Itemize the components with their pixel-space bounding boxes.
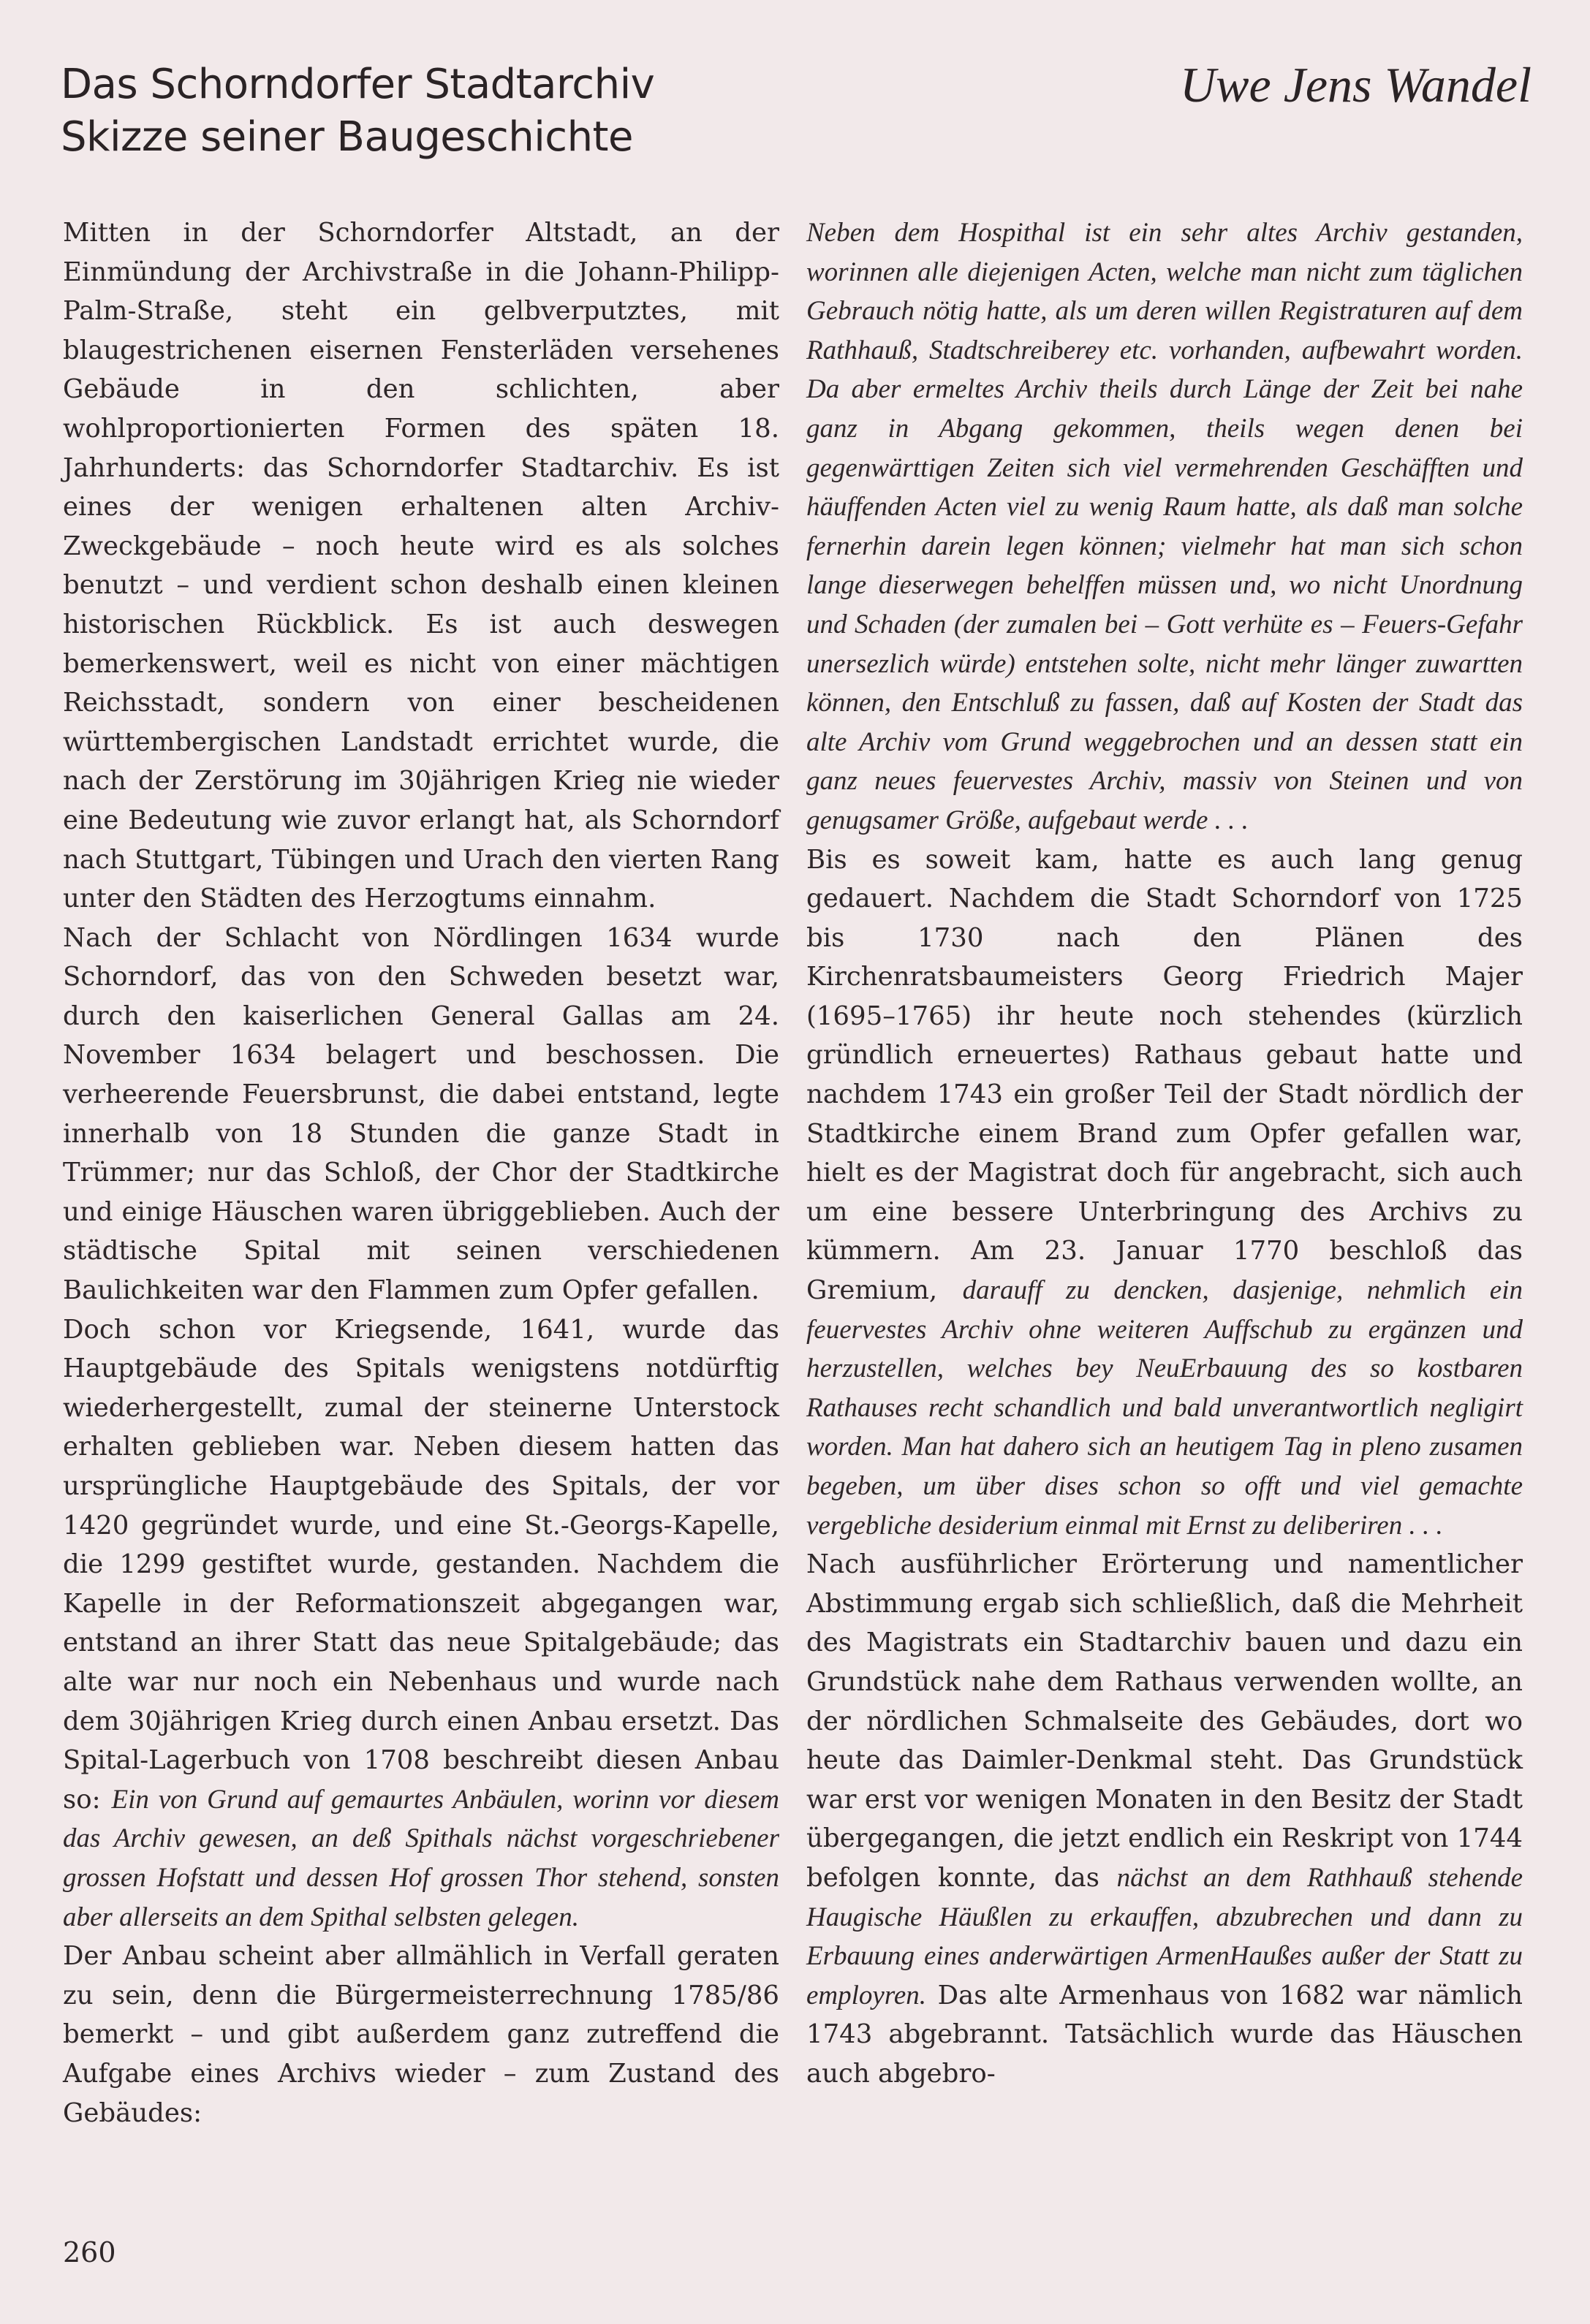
title-line-1: Das Schorndorfer Stadtarchiv — [61, 61, 655, 108]
paragraph — [63, 1310, 779, 1937]
quotation: nächst an dem Rathhauß stehende Haugische Häußlen zu erkauffen, abzubrechen und dann zu Erbauung eines anderwärtigen ArmenHaußes außer der Statt zu employren. — [806, 1862, 1523, 2010]
paragraph: Nach der Schlacht von Nördlingen 1634 wurde Schorndorf, das von den Schweden besetzt war, durch den kaiserlichen General Gallas am 24. November 1634 belagert und beschossen. Die verheerende Feuersbrunst, die dabei entstand, legte innerhalb von 18 Stunden die ganze Stadt in Trümmer; nur das Schloß, der Chor der Stadtkirche und einige Häuschen waren übriggeblieben. Auch der städtische Spital mit seinen verschiedenen Baulichkeiten war den Flammen zum Opfer gefallen. — [63, 922, 779, 1306]
left-column — [63, 213, 779, 2133]
paragraph-text: Das alte Armenhaus von 1682 war nämlich 1743 abgebrannt. Tatsächlich wurde das Häuschen auch abgebro- — [806, 1980, 1523, 2089]
quotation: Ein von Grund auf gemaurtes Anbäulen, worinn vor diesem das Archiv gewesen, an deß Spithals nächst vorgeschriebener grossen Hofstatt und dessen Hof grossen Thor stehend, sonsten aber allerseits an dem Spithal selbsten gelegen. — [63, 1784, 780, 1932]
right-column — [806, 213, 1523, 2094]
paragraph — [806, 840, 1523, 1546]
paragraph-text: Doch schon vor Kriegsende, 1641, wurde das Hauptgebäude des Spitals wenigstens notdürftig wiederhergestellt, zumal der steinerne Unterstock erhalten geblieben war. Neben diesem hatten das ursprüngliche Hauptgebäude des Spitals, der vor 1420 gegründet wurde, und eine St.-Georgs-Kapelle, die 1299 gestiftet wurde, gestanden. Nachdem die Kapelle in der Reformationszeit abgegangen war, entstand an ihrer Statt das neue Spitalgebäude; das alte war nur noch ein Nebenhaus und wurde nach dem 30jährigen Krieg durch einen Anbau ersetzt. Das Spital-Lagerbuch von 1708 beschreibt diesen Anbau so: — [63, 1314, 779, 1815]
page-number: 260 — [63, 2236, 116, 2268]
paragraph: Mitten in der Schorndorfer Altstadt, an der Einmündung der Archivstraße in die Johann-Philipp-Palm-Straße, steht ein gelbverputztes, mit blaugestrichenen eisernen Fensterläden versehenes Gebäude in den schlichten, aber wohlproportionierten Formen des späten 18. Jahrhunderts: das Schorndorfer Stadtarchiv. Es ist eines der wenigen erhaltenen alten Archiv-Zweckgebäude – noch heute wird es als solches benutzt – und verdient schon deshalb einen kleinen historischen Rückblick. Es ist auch deswegen bemerkenswert, weil es nicht von einer mächtigen Reichsstadt, sondern von einer bescheidenen württembergischen Landstadt errichtet wurde, die nach der Zerstörung im 30jährigen Krieg nie wieder eine Bedeutung wie zuvor erlangt hat, als Schorndorf nach Stuttgart, Tübingen und Urach den vierten Rang unter den Städten des Herzogtums einnahm. — [63, 218, 779, 914]
paragraph — [806, 1545, 1523, 2093]
author-name: Uwe Jens Wandel — [1180, 57, 1532, 113]
quotation: darauff zu dencken, dasjenige, nehmlich ein feuervestes Archiv ohne weiteren Auffschub zu ergänzen und herzustellen, welches bey NeuErbauung des so kostbaren Rathauses recht schandlich und bald unverantwortlich negligirt worden. Man hat dahero sich an heutigem Tag in pleno zusamen begeben, um über dises schon so offt und viel gemachte vergebliche desiderium einmal mit Ernst zu deliberiren . . . — [806, 1275, 1523, 1541]
quotation-paragraph — [806, 213, 1523, 840]
paragraph-text: Bis es soweit kam, hatte es auch lang genug gedauert. Nachdem die Stadt Schorndorf von 1725 bis 1730 nach den Plänen des Kirchenratsbaumeisters Georg Friedrich Majer (1695–1765) ihr heute noch stehendes (kürzlich gründlich erneuertes) Rathaus gebaut hatte und nachdem 1743 ein großer Teil der Stadt nördlich der Stadtkirche einem Brand zum Opfer gefallen war, hielt es der Magistrat doch für angebracht, sich auch um eine bessere Unterbringung des Archivs zu kümmern. Am 23. Januar 1770 beschloß das Gremium, — [806, 844, 1523, 1306]
paragraph-text: Nach ausführlicher Erörterung und namentlicher Abstimmung ergab sich schließlich, daß die Mehrheit des Magistrats ein Stadtarchiv bauen und dazu ein Grundstück nahe dem Rathaus verwenden wollte, an der nördlichen Schmalseite des Gebäudes, dort wo heute das Daimler-Denkmal steht. Das Grundstück war erst vor wenigen Monaten in den Besitz der Stadt übergegangen, die jetzt endlich ein Reskript von 1744 befolgen konnte, das — [806, 1549, 1523, 1893]
quotation: Neben dem Hospithal ist ein sehr altes Archiv gestanden, worinnen alle diejenigen Acten, welche man nicht zum täglichen Gebrauch nötig hatte, als um deren willen Registraturen auf dem Rathhauß, Stadtschreiberey etc. vorhanden, aufbewahrt worden. Da aber ermeltes Archiv theils durch Länge der Zeit bei nahe ganz in Abgang gekommen, theils wegen denen bei gegenwärttigen Zeiten sich viel vermehrenden Geschäfften und häuffenden Acten viel zu wenig Raum hatte, als daß man solche fernerhin darein legen können; vielmehr hat man sich schon lange dieserwegen behelffen müssen und, wo nicht Unordnung und Schaden (der zumalen bei – Gott verhüte es – Feuers-Gefahr unersezlich würde) entstehen solte, nicht mehr länger zuwartten können, den Entschluß zu fassen, daß auf Kosten der Stadt das alte Archiv vom Grund weggebrochen und an dessen statt ein ganz neues feuervestes Archiv, massiv von Steinen und von genugsamer Größe, aufgebaut werde . . . — [806, 218, 1523, 835]
title-line-2: Skizze seiner Baugeschichte — [61, 113, 633, 161]
article-title — [61, 58, 799, 164]
paragraph: Der Anbau scheint aber allmählich in Verfall geraten zu sein, denn die Bürgermeisterrechnung 1785/86 bemerkt – und gibt außerdem ganz zutreffend die Aufgabe eines Archivs wieder – zum Zustand des Gebäudes: — [63, 1941, 779, 2128]
